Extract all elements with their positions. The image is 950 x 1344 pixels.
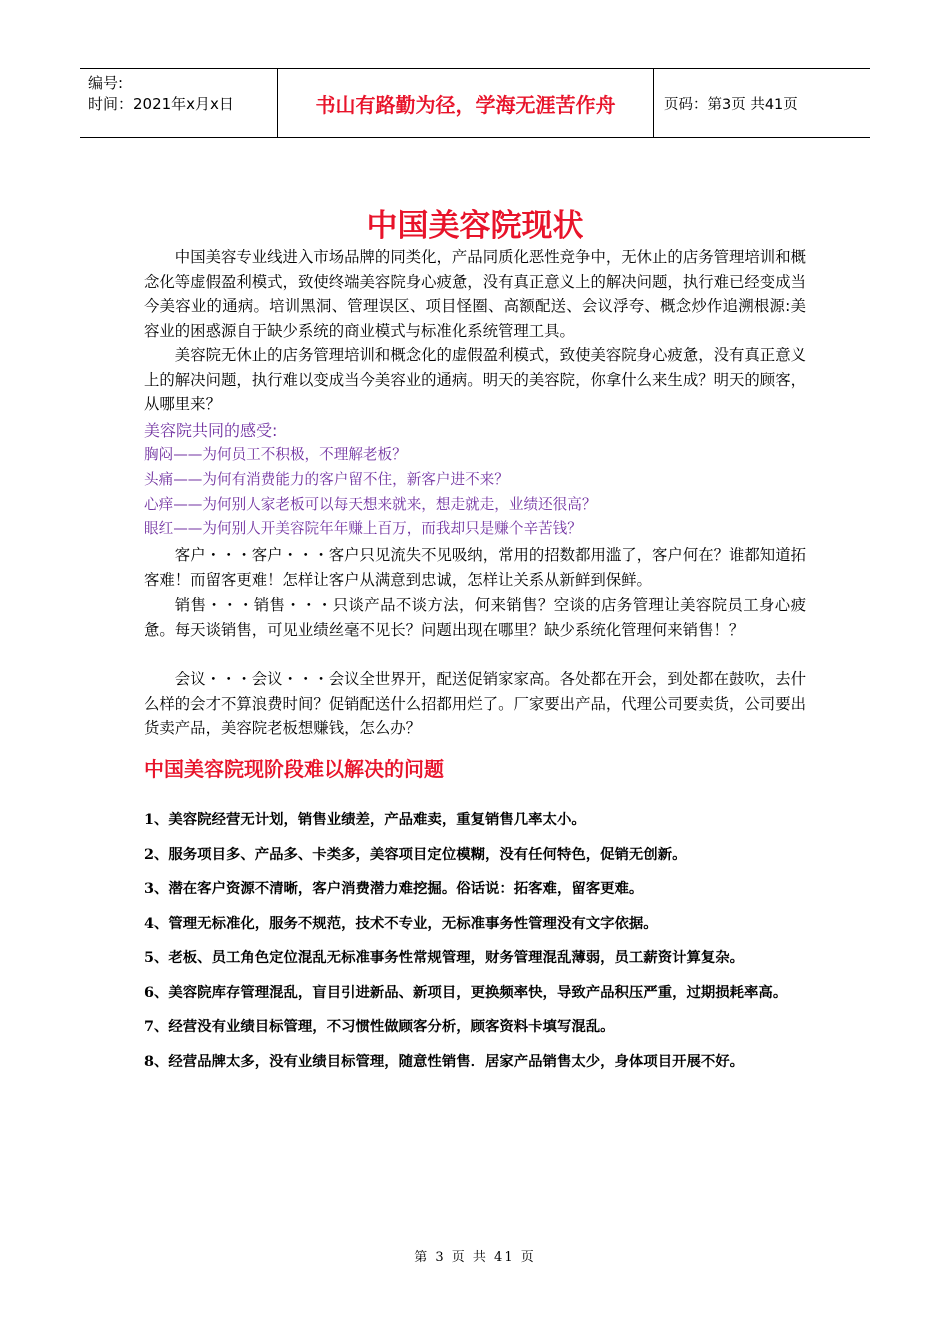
intro-paragraph-2: 美容院无休止的店务管理培训和概念化的虚假盈利模式，致使美容院身心疲惫，没有真正意义上的解决问题，执行难以变成当今美容业的通病。明天的美容院，你拿什么来生成？明天的顾客，从哪里来？ bbox=[144, 346, 806, 413]
problem-item: 4、管理无标准化，服务不规范，技术不专业，无标准事务性管理没有文字依据。 bbox=[144, 914, 658, 932]
problem-item: 1、美容院经营无计划，销售业绩差，产品难卖，重复销售几率太小。 bbox=[144, 811, 586, 828]
feeling-item: 心痒——为何别人家老板可以每天想来就来，想走就走，业绩还很高？ bbox=[144, 496, 597, 513]
feelings-heading: 美容院共同的感受: bbox=[144, 421, 278, 440]
feeling-item: 胸闷——为何员工不积极，不理解老板？ bbox=[144, 446, 407, 463]
page-footer: 第 3 页 共 41 页 bbox=[414, 1250, 536, 1265]
problem-item: 2、服务项目多、产品多、卡类多，美容项目定位模糊，没有任何特色，促销无创新。 bbox=[144, 845, 687, 863]
number-label: 编号: bbox=[88, 74, 124, 92]
feeling-item: 眼红——为何别人开美容院年年赚上百万，而我却只是赚个辛苦钱？ bbox=[144, 520, 582, 537]
problem-item: 8、经营品牌太多，没有业绩目标管理，随意性销售．居家产品销售太少，身体项目开展不好。 bbox=[144, 1052, 745, 1070]
page-title: 中国美容院现状 bbox=[366, 208, 584, 244]
intro-paragraph-1: 中国美容专业线进入市场品牌的同类化，产品同质化恶性竞争中，无休止的店务管理培训和概念化等虚假盈利模式，致使终端美容院身心疲惫，没有真正意义上的解决问题，执行难已经变成当今美容业的通病。培训黑洞、管理误区、项目怪圈、高额配送、会议浮夸、概念炒作追溯根源:美容业的困惑源自于缺少系统的商业模式与标准化系统管理工具。 bbox=[144, 248, 806, 340]
header-meta-cell bbox=[80, 69, 278, 137]
problem-item: 5、老板、员工角色定位混乱无标准事务性常规管理，财务管理混乱薄弱，员工薪资计算复杂。 bbox=[144, 949, 745, 966]
header-page-info: 页码：第3页 共41页 bbox=[664, 96, 798, 113]
feeling-item: 头痛——为何有消费能力的客户留不住，新客户进不来？ bbox=[144, 471, 509, 488]
problem-item: 6、美容院库存管理混乱，盲目引进新品、新项目，更换频率快，导致产品积压严重，过期损耗率高。 bbox=[144, 983, 788, 1001]
meeting-paragraph: 会议・・・会议・・・会议全世界开，配送促销家家高。各处都在开会，到处都在鼓吹，去什么样的会才不算浪费时间？促销配送什么招都用烂了。厂家要出产品，代理公司要卖货，公司要出货卖产品，美容院老板想赚钱，怎么办？ bbox=[144, 670, 806, 737]
problem-item: 7、经营没有业绩目标管理，不习惯性做顾客分析，顾客资料卡填写混乱。 bbox=[144, 1018, 615, 1035]
page-header bbox=[80, 68, 870, 138]
problems-heading: 中国美容院现阶段难以解决的问题 bbox=[144, 757, 444, 781]
problems-list bbox=[144, 803, 806, 1079]
customer-paragraph: 客户・・・客户・・・客户只见流失不见吸纳，常用的招数都用滥了，客户何在？谁都知道拓客难！而留客更难！怎样让客户从满意到忠诚，怎样让关系从新鲜到保鲜。 bbox=[144, 546, 806, 589]
problem-item: 3、潜在客户资源不清晰，客户消费潜力难挖掘。俗话说：拓客难，留客更难。 bbox=[144, 880, 644, 897]
sales-paragraph: 销售・・・销售・・・只谈产品不谈方法，何来销售？空谈的店务管理让美容院员工身心疲惫。每天谈销售，可见业绩丝毫不见长？问题出现在哪里？缺少系统化管理何来销售！？ bbox=[144, 596, 806, 639]
header-motto: 书山有路勤为径，学海无涯苦作舟 bbox=[278, 69, 654, 137]
time-label: 时间：2021年x月x日 bbox=[88, 95, 234, 113]
